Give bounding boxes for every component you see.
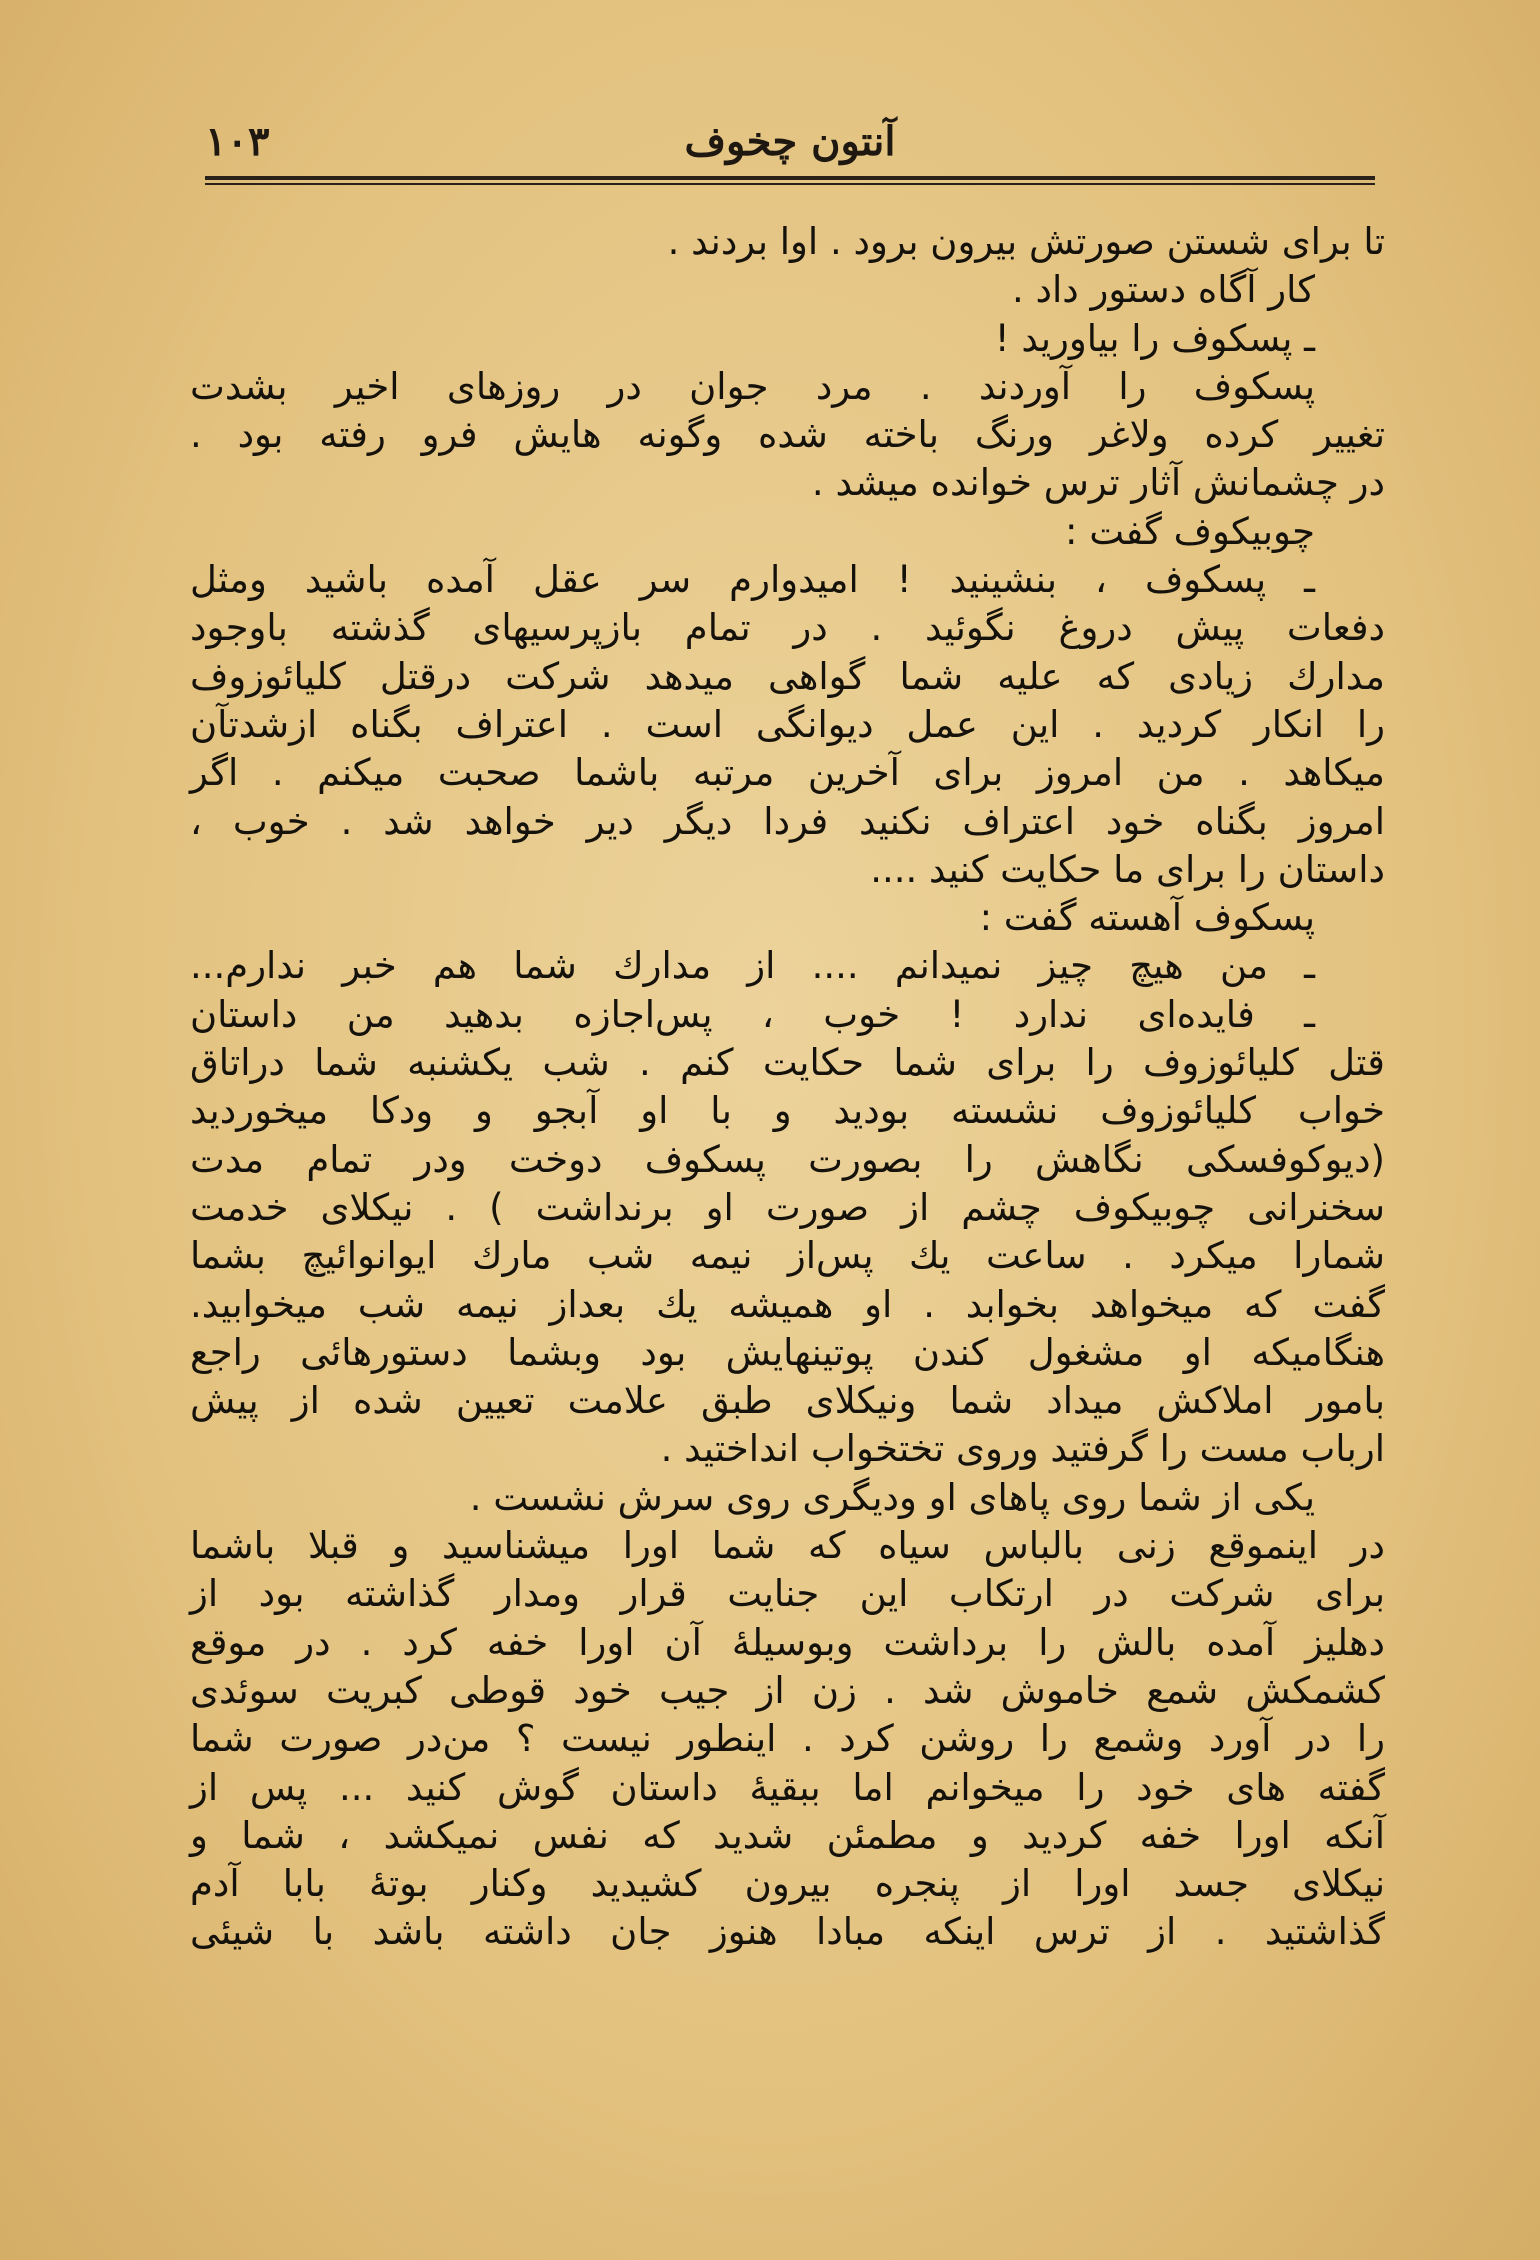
text-line: نیکلای جسد اورا از پنجره بیرون کشیدید وکنار بوتهٔ بابا آدم [190, 1862, 1385, 1906]
page-header [205, 118, 1375, 178]
text-line: پسکوف آهسته گفت : [979, 896, 1315, 940]
text-line: گفت که میخواهد بخوابد . او همیشه یك بعداز نیمه شب میخوابید. [190, 1282, 1385, 1326]
header-rule-thin [205, 183, 1375, 185]
text-line: برای شرکت در ارتکاب این جنایت قرار ومدار گذاشته بود از [190, 1572, 1385, 1616]
text-line: مدارك زیادی که علیه شما گواهی میدهد شرکت درقتل کلیائوزوف [190, 654, 1385, 698]
text-line: ـ من هیچ چیز نمیدانم .... از مدارك شما هم خبر ندارم... [190, 944, 1315, 988]
text-line: دهلیز آمده بالش را برداشت وبوسیلهٔ آن اورا خفه کرد . در موقع [190, 1620, 1385, 1664]
text-line: هنگامیکه او مشغول کندن پوتینهایش بود وبشما دستورهائی راجع [190, 1330, 1385, 1374]
text-line: (دیوکوفسکی نگاهش را بصورت پسکوف دوخت ودر تمام مدت [190, 1137, 1385, 1181]
text-line: ارباب مست را گرفتید وروی تختخواب انداختید . [660, 1427, 1385, 1471]
text-line: میکاهد . من امروز برای آخرین مرتبه باشما صحبت میکنم . اگر [190, 751, 1385, 795]
text-line: امروز بگناه خود اعتراف نکنید فردا دیگر دیر خواهد شد . خوب ، [190, 799, 1385, 843]
text-line: ـ فایده‌ای ندارد ! خوب ، پس‌اجازه بدهید من داستان [190, 992, 1315, 1036]
text-line: داستان را برای ما حکایت کنید .... [870, 847, 1385, 891]
text-line: گذاشتید . از ترس اینکه مبادا هنوز جان داشته باشد با شیئی [190, 1910, 1385, 1954]
page-number: ۱۰۳ [205, 118, 270, 165]
text-line: آنکه اورا خفه کردید و مطمئن شدید که نفس نمیکشد ، شما و [190, 1813, 1385, 1857]
text-line: چوبیکوف گفت : [1064, 509, 1315, 553]
body-text [190, 218, 1385, 1957]
text-line: گفته های خود را میخوانم اما ببقیهٔ داستان گوش کنید ... پس از [190, 1765, 1385, 1809]
text-line: شمارا میکرد . ساعت یك پس‌از نیمه شب مارك ایوانوائیچ بشما [190, 1234, 1385, 1278]
text-line: را در آورد وشمع را روشن کرد . اینطور نیست ؟ من‌در صورت شما [190, 1717, 1385, 1761]
text-line: کار آگاه دستور داد . [1012, 268, 1315, 312]
header-rule [205, 176, 1375, 180]
text-line: تغییر کرده ولاغر ورنگ باخته شده وگونه هایش فرو رفته بود . [190, 413, 1385, 457]
text-line: در چشمانش آثار ترس خوانده میشد . [811, 461, 1385, 505]
text-line: سخنرانی چوبیکوف چشم از صورت او برنداشت ) . نیکلای خدمت [190, 1185, 1385, 1229]
text-line: بامور املاکش میداد شما ونیکلای طبق علامت تعیین شده از پیش [190, 1379, 1385, 1423]
text-line: خواب کلیائوزوف نشسته بودید و با او آبجو و ودکا میخوردید [190, 1089, 1385, 1133]
running-title: آنتون چخوف [684, 118, 896, 165]
text-line: را انکار کردید . این عمل دیوانگی است . اعتراف بگناه ازشدتآن [190, 702, 1385, 746]
text-line: در اینموقع زنی بالباس سیاه که شما اورا میشناسید و قبلا باشما [190, 1524, 1385, 1568]
text-line: تا برای شستن صورتش بیرون برود . اوا بردند . [667, 220, 1385, 263]
text-line: دفعات پیش دروغ نگوئید . در تمام بازپرسیهای گذشته باوجود [190, 606, 1385, 650]
text-line: ـ پسکوف ، بنشینید ! امیدوارم سر عقل آمده باشید ومثل [190, 558, 1315, 602]
text-line: پسکوف را آوردند . مرد جوان در روزهای اخیر بشدت [190, 364, 1315, 408]
text-line: کشمکش شمع خاموش شد . زن از جیب خود قوطی کبریت سوئدی [190, 1668, 1385, 1712]
text-line: ـ پسکوف را بیاورید ! [994, 316, 1315, 360]
text-line: قتل کلیائوزوف را برای شما حکایت کنم . شب یکشنبه شما دراتاق [190, 1041, 1385, 1085]
text-line: یکی از شما روی پاهای او ودیگری روی سرش نشست . [469, 1475, 1315, 1519]
